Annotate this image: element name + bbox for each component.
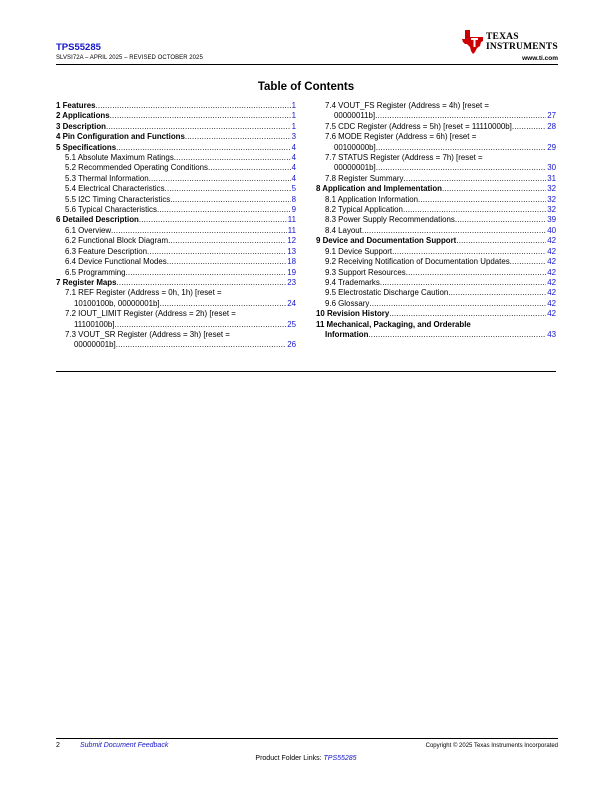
toc-entry[interactable]: [56, 205, 296, 215]
toc-page-link[interactable]: 11: [287, 215, 296, 225]
dot-leader: [95, 101, 290, 111]
toc-entry-title: 7.1 REF Register (Address = 0h, 1h) [reset =: [65, 288, 222, 298]
toc-entry-title: 10100100b, 00000001b]: [74, 298, 160, 308]
toc-entry[interactable]: [56, 143, 296, 153]
toc-page-link[interactable]: 23: [287, 277, 296, 287]
toc-entry[interactable]: [316, 257, 556, 267]
toc-page-link[interactable]: 31: [547, 173, 556, 183]
toc-page-link[interactable]: 32: [547, 194, 556, 204]
toc-page-link[interactable]: 29: [547, 142, 556, 152]
logo-instruments: INSTRUMENTS: [486, 42, 558, 52]
toc-entry[interactable]: [56, 268, 296, 278]
toc-page-link[interactable]: 42: [547, 277, 556, 287]
toc-entry-title: 5.3 Thermal Information: [65, 173, 149, 183]
toc-entry-title: 7.6 MODE Register (Address = 6h) [reset =: [325, 132, 477, 142]
toc-page-link[interactable]: 43: [547, 329, 556, 339]
toc-entry-title: 9.3 Support Resources: [325, 267, 406, 277]
header-divider: [56, 64, 558, 65]
toc-entry[interactable]: [56, 195, 296, 205]
toc-entry-title: 7.8 Register Summary: [325, 173, 404, 183]
toc-entry[interactable]: [56, 309, 296, 330]
toc-entry-title: 5 Specifications: [56, 142, 117, 152]
ti-logo: [462, 30, 560, 54]
toc-entry[interactable]: [316, 184, 556, 194]
toc-entry[interactable]: [316, 268, 556, 278]
dot-leader: [455, 215, 546, 225]
toc-page-link[interactable]: 4: [291, 153, 296, 163]
toc-page-link[interactable]: 4: [291, 142, 296, 152]
toc-page-link[interactable]: 25: [287, 319, 296, 329]
toc-entry[interactable]: [316, 226, 556, 236]
toc-page-link[interactable]: 30: [547, 163, 556, 173]
toc-entry-title: 7.4 VOUT_FS Register (Address = 4h) [reset =: [325, 101, 490, 110]
toc-entry[interactable]: [316, 205, 556, 215]
toc-entry-title: 3 Description: [56, 121, 106, 131]
toc-entry[interactable]: [56, 174, 296, 184]
dot-leader: [456, 236, 546, 246]
toc-entry-title: 9.4 Trademarks: [325, 277, 380, 287]
toc-entry-title: 5.1 Absolute Maximum Ratings: [65, 153, 174, 163]
toc-entry-title: 5.5 I2C Timing Characteristics: [65, 194, 171, 204]
toc-entry-title: 7.3 VOUT_SR Register (Address = 3h) [reset =: [65, 329, 230, 339]
dot-leader: [376, 163, 547, 173]
dot-leader: [380, 278, 546, 288]
toc-page-link[interactable]: 12: [287, 236, 296, 246]
dot-leader: [167, 257, 286, 267]
toc-entry-title: 7.2 IOUT_LIMIT Register (Address = 2h) [reset =: [65, 309, 236, 319]
toc-entry[interactable]: [56, 278, 296, 288]
toc-entry[interactable]: [56, 288, 296, 309]
toc-page-link[interactable]: 42: [547, 309, 556, 319]
toc-entry-title: 5.4 Electrical Characteristics: [65, 184, 165, 194]
dot-leader: [375, 111, 546, 121]
toc-entry[interactable]: [56, 257, 296, 267]
toc-page-link[interactable]: 3: [291, 132, 296, 142]
toc-entry-title: 2 Applications: [56, 111, 110, 121]
toc-entry[interactable]: [56, 132, 296, 142]
toc-entry-title: 00000001b]: [334, 163, 376, 173]
toc-page-link[interactable]: 5: [291, 184, 296, 194]
toc-entry[interactable]: [316, 247, 556, 257]
toc-page-link[interactable]: 19: [287, 267, 296, 277]
toc-entry-title: 7.5 CDC Register (Address = 5h) [reset = 11110000b]: [325, 121, 512, 131]
toc-page-link[interactable]: 26: [287, 340, 296, 350]
toc-entry-title: Information: [325, 329, 369, 339]
toc-entry[interactable]: [56, 226, 296, 236]
toc-entry[interactable]: [56, 247, 296, 257]
toc-entry-title: 00000011b]: [334, 111, 376, 121]
dot-leader: [442, 184, 546, 194]
toc-entry-title: 11 Mechanical, Packaging, and Orderable: [316, 319, 471, 329]
toc-entry[interactable]: [56, 330, 296, 351]
toc-entry-title: 9.2 Receiving Notification of Documentation Updates: [325, 257, 510, 267]
toc-entry[interactable]: [316, 278, 556, 288]
dot-leader: [512, 122, 546, 132]
dot-leader: [117, 278, 287, 288]
toc-entry-title: 7 Register Maps: [56, 277, 117, 287]
toc-page-link[interactable]: 28: [547, 121, 556, 131]
website-link[interactable]: www.ti.com: [522, 55, 558, 62]
dot-leader: [403, 205, 546, 215]
dot-leader: [157, 205, 291, 215]
toc-page-link[interactable]: 18: [287, 257, 296, 267]
dot-leader: [376, 143, 547, 153]
toc-page-link[interactable]: 32: [547, 184, 556, 194]
toc-right-column: [316, 101, 556, 340]
toc-entry[interactable]: [316, 215, 556, 225]
toc-entry-title: 10 Revision History: [316, 309, 390, 319]
toc-entry[interactable]: [316, 195, 556, 205]
toc-entry[interactable]: [56, 236, 296, 246]
copyright: Copyright © 2025 Texas Instruments Incorporated: [425, 743, 558, 749]
toc-entry-title: 6.2 Functional Block Diagram: [65, 236, 169, 246]
toc-entry-title: 9.6 Glossary: [325, 298, 370, 308]
toc-page-link[interactable]: 1: [291, 101, 296, 110]
toc-entry[interactable]: [316, 122, 556, 132]
toc-title: Table of Contents: [257, 81, 355, 93]
dot-leader: [110, 111, 291, 121]
toc-entry-title: 00000001b]: [74, 340, 116, 350]
toc-entry-title: 11100100b]: [74, 319, 115, 329]
toc-page-link[interactable]: 27: [547, 111, 556, 121]
toc-page-link[interactable]: 4: [291, 163, 296, 173]
toc-page-link[interactable]: 42: [547, 298, 556, 308]
toc-entry-title: 5.6 Typical Characteristics: [65, 205, 157, 215]
page-number: 2: [56, 742, 60, 749]
toc-entry-title: 6.4 Device Functional Modes: [65, 257, 167, 267]
toc-entry-title: 9 Device and Documentation Support: [316, 236, 457, 246]
dot-leader: [389, 309, 546, 319]
toc-entry-title: 8 Application and Implementation: [316, 184, 442, 194]
toc-entry-title: 9.1 Device Support: [325, 246, 393, 256]
toc-entry-title: 00100000b]: [334, 142, 376, 152]
dot-leader: [165, 184, 291, 194]
toc-entry[interactable]: [56, 215, 296, 225]
product-folder-link[interactable]: TPS55285: [323, 755, 357, 762]
toc-page-link[interactable]: 40: [547, 225, 556, 235]
toc-entry[interactable]: [56, 153, 296, 163]
toc-entry-title: 8.3 Power Supply Recommendations: [325, 215, 455, 225]
toc-entry[interactable]: [56, 101, 296, 111]
dot-leader: [160, 299, 287, 309]
toc-entry[interactable]: [316, 299, 556, 309]
dot-leader: [139, 215, 287, 225]
dot-leader: [208, 163, 291, 173]
toc-left-column: [56, 101, 296, 351]
dot-leader: [116, 143, 291, 153]
dot-leader: [149, 174, 291, 184]
submit-feedback-link[interactable]: Submit Document Feedback: [80, 742, 169, 749]
dot-leader: [392, 247, 546, 257]
toc-entry[interactable]: [316, 236, 556, 246]
toc-page-link[interactable]: 13: [287, 246, 296, 256]
dot-leader: [170, 195, 290, 205]
toc-entry[interactable]: [316, 101, 556, 122]
texas-state-icon: [462, 30, 484, 54]
dot-leader: [168, 236, 286, 246]
product-folder-label: Product Folder Links:: [255, 755, 324, 762]
toc-entry[interactable]: [316, 320, 556, 341]
logo-texas: TEXAS: [486, 32, 519, 42]
toc-entry[interactable]: [316, 174, 556, 184]
toc-page-link[interactable]: 24: [287, 298, 296, 308]
dot-leader: [126, 268, 287, 278]
toc-page-link[interactable]: 9: [291, 205, 296, 215]
document-info: SLVSI72A – APRIL 2025 – REVISED OCTOBER 2025: [56, 55, 203, 61]
toc-entry-title: 1 Features: [56, 101, 96, 110]
toc-entry-title: 6 Detailed Description: [56, 215, 139, 225]
dot-leader: [147, 247, 286, 257]
part-number-link[interactable]: TPS55285: [56, 42, 101, 53]
toc-page-link[interactable]: 42: [547, 257, 556, 267]
toc-bottom-divider: [56, 371, 556, 372]
toc-entry-title: 5.2 Recommended Operating Conditions: [65, 163, 208, 173]
product-folder-links: [56, 755, 556, 762]
toc-entry[interactable]: [56, 163, 296, 173]
toc-entry-title: 9.5 Electrostatic Discharge Caution: [325, 288, 449, 298]
dot-leader: [111, 226, 287, 236]
dot-leader: [362, 226, 546, 236]
toc-entry[interactable]: [316, 132, 556, 153]
toc-entry[interactable]: [56, 122, 296, 132]
toc-entry-title: 8.4 Layout: [325, 225, 362, 235]
toc-entry[interactable]: [56, 111, 296, 121]
toc-page-link[interactable]: 42: [547, 236, 556, 246]
toc-page-link[interactable]: 42: [547, 246, 556, 256]
dot-leader: [185, 132, 291, 142]
toc-page-link[interactable]: 42: [547, 288, 556, 298]
toc-entry-title: 8.1 Application Information: [325, 194, 418, 204]
toc-page-link[interactable]: 1: [291, 111, 296, 121]
toc-entry-title: 6.3 Feature Description: [65, 246, 148, 256]
toc-page-link[interactable]: 42: [547, 267, 556, 277]
dot-leader: [369, 299, 546, 309]
toc-entry[interactable]: [316, 153, 556, 174]
toc-entry[interactable]: [316, 288, 556, 298]
footer-divider: [56, 738, 558, 739]
dot-leader: [406, 268, 547, 278]
dot-leader: [448, 288, 546, 298]
toc-page-link[interactable]: 4: [291, 173, 296, 183]
dot-leader: [418, 195, 546, 205]
toc-entry-title: 8.2 Typical Application: [325, 205, 403, 215]
toc-entry[interactable]: [316, 309, 556, 319]
dot-leader: [510, 257, 547, 267]
toc-entry-title: 6.1 Overview: [65, 225, 112, 235]
dot-leader: [115, 320, 287, 330]
dot-leader: [174, 153, 291, 163]
toc-page-link[interactable]: 8: [291, 194, 296, 204]
toc-page-link[interactable]: 39: [547, 215, 556, 225]
toc-page-link[interactable]: 32: [547, 205, 556, 215]
toc-entry[interactable]: [56, 184, 296, 194]
dot-leader: [116, 340, 287, 350]
dot-leader: [368, 330, 546, 340]
dot-leader: [404, 174, 547, 184]
toc-entry-title: 6.5 Programming: [65, 267, 126, 277]
dot-leader: [106, 122, 291, 132]
toc-page-link[interactable]: 1: [291, 121, 296, 131]
toc-entry-title: 7.7 STATUS Register (Address = 7h) [reset =: [325, 153, 483, 163]
toc-entry-title: 4 Pin Configuration and Functions: [56, 132, 185, 142]
toc-page-link[interactable]: 11: [287, 225, 296, 235]
